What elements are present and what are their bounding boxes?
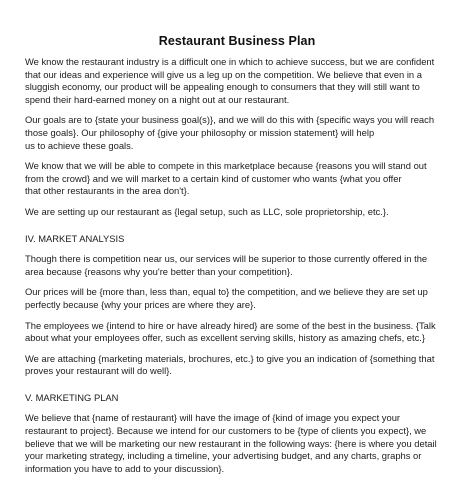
goals-paragraph: Our goals are to {state your business goal(s)}, and we will do this with {specific ways you will reach those goals}. Our philosophy of {give your philosophy or mission statement} will help us to achieve these goals. [25,114,435,151]
intro-paragraph: We know the restaurant industry is a difficult one in which to achieve success, but we are confident that our ideas and experience will give us a leg up on the competition. We believe that even in a sluggish economy, our product will be appealing enough to consumers that they will still want to spend their hard-earned money on a night out at our restaurant. [25,56,435,105]
document-body [25,56,459,483]
market-paragraph: We are attaching {marketing materials, brochures, etc.} to give you an indication of {something that proves your restaurant will do well}. [25,352,435,377]
legal-setup-paragraph: We are setting up our restaurant as {legal setup, such as LLC, sole proprietorship, etc.}. [25,205,389,217]
competition-paragraph: We know that we will be able to compete in this marketplace because {reasons you will stand out from the crowd} and we will market to a certain kind of customer who wants {what you offer that other restaurants in the area don't}. [25,160,427,197]
marketing-paragraph: We believe that {name of restaurant} will have the image of {kind of image you expect your restaurant to project}. Because we intend for our customers to be {type of clients you expect}, we believe that we will be marketing our new restaurant in the following ways: {here is where you detail your marketing strategy, including a timeline, your advertising budget, and any charts, graphs or information you have to add to your discussion}. [25,412,437,474]
market-analysis-heading: IV. MARKET ANALYSIS [25,232,125,244]
market-paragraph: Though there is competition near us, our services will be superior to those currently offered in the area because {reasons why you're better than your competition}. [25,253,428,277]
market-paragraph: The employees we {intend to hire or have already hired} are some of the best in the business. {Talk about what your employees offer, such as excellent serving skills, history as amazing chefs, etc.} [25,319,436,344]
document-title: Restaurant Business Plan [158,34,316,48]
marketing-plan-heading: V. MARKETING PLAN [25,391,119,403]
market-paragraph: Our prices will be {more than, less than, equal to} the competition, and we believe they are set up perfectly because {why your prices are where they are}. [25,286,428,310]
